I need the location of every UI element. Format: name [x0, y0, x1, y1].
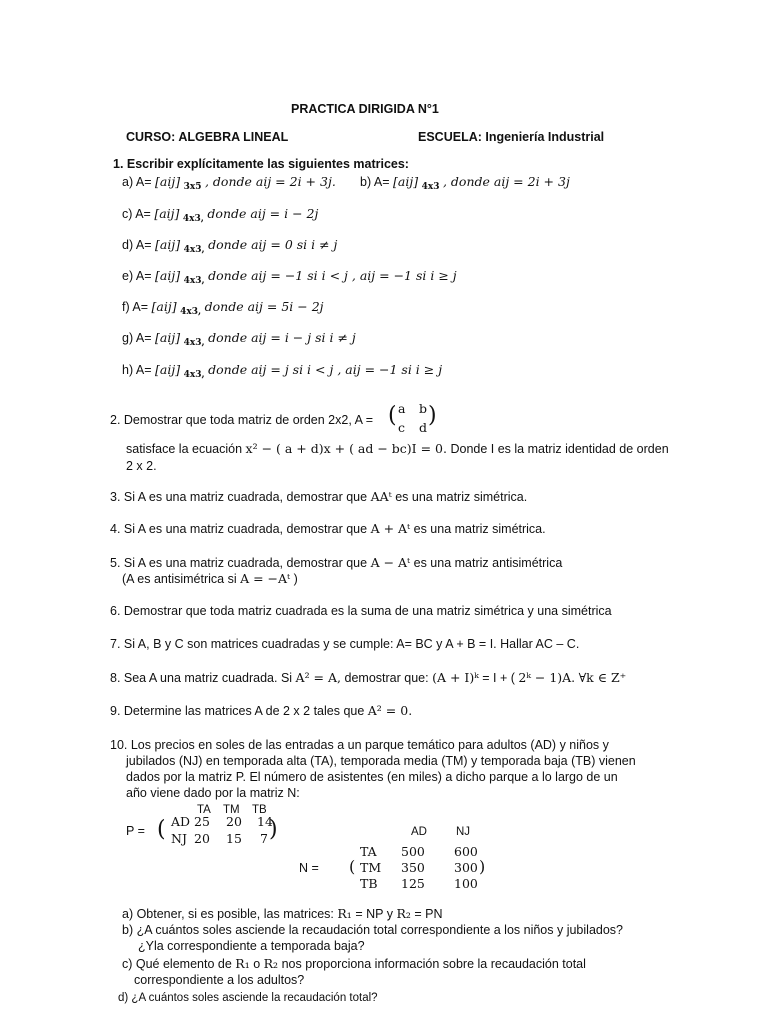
course-label: CURSO: ALGEBRA LINEAL: [126, 130, 289, 144]
problem-3: [110, 489, 527, 505]
condition: , donde aij = 2i + 3j.: [204, 174, 336, 189]
matrix-size: 4x3,: [183, 245, 205, 255]
problem-5-text: 5. Si A es una matriz cuadrada, demostrar que: [110, 556, 368, 570]
item-label: b) A=: [360, 175, 390, 189]
question-10a: [122, 906, 443, 922]
matrix-n-label: N =: [299, 861, 319, 875]
problem-4-text: 4. Si A es una matriz cuadrada, demostrar que: [110, 522, 368, 536]
matrix-size: 4x3,: [180, 307, 202, 317]
problem-10-line2: jubilados (NJ) en temporada alta (TA), temporada media (TM) y temporada baja (TB) vienen: [126, 754, 636, 768]
n-cell: 350: [401, 860, 425, 875]
condition: donde aij = i − 2j: [207, 206, 319, 221]
problem-4: [110, 521, 546, 537]
matrix-notation: [aij]: [155, 268, 181, 283]
question-10c-line2: correspondiente a los adultos?: [134, 973, 305, 987]
n-col-header: AD: [411, 826, 427, 838]
matrix-notation: [aij]: [151, 299, 177, 314]
matrix-size: 4x3,: [183, 338, 205, 348]
r1-symbol: R₁: [337, 906, 352, 921]
matrix-size: 3x5: [183, 182, 202, 192]
condition: donde aij = −1 si i < j , aij = −1 si i ≥ j: [208, 268, 457, 283]
problem-10-line1: 10. Los precios en soles de las entradas a un parque temático para adultos (AD) y niños y: [110, 738, 609, 752]
item-label: f) A=: [122, 300, 149, 314]
matrix-p-left-paren: (: [157, 817, 166, 842]
problem-1h: [122, 362, 442, 383]
item-label: a) A=: [122, 175, 152, 189]
p-col-header: TB: [252, 804, 267, 816]
problem-1a: [122, 174, 336, 195]
problem-1d: [122, 237, 337, 258]
p-row-name: NJ: [171, 831, 187, 846]
problem-8-equation-1: A² = A,: [295, 670, 342, 685]
n-cell: 600: [454, 844, 478, 859]
matrix-size: 4x3,: [183, 370, 205, 380]
p-cell: 20: [226, 814, 242, 829]
matrix-entry-a: a: [398, 401, 406, 416]
item-label: h) A=: [122, 363, 152, 377]
question-10b-line2: ¿Yla correspondiente a temporada baja?: [138, 939, 365, 953]
n-row-name: TM: [360, 860, 382, 875]
page-title: PRACTICA DIRIGIDA N°1: [291, 102, 439, 116]
p-col-header: TM: [223, 804, 240, 816]
matrix-notation: [aij]: [155, 237, 181, 252]
question-10a-text: a) Obtener, si es posible, las matrices:: [122, 907, 334, 921]
n-row-name: TA: [360, 844, 377, 859]
problem-5-note-end: ): [293, 572, 298, 586]
p-cell: 15: [226, 831, 242, 846]
matrix-notation: [aij]: [155, 174, 181, 189]
problem-5: [110, 555, 562, 571]
n-cell: 300: [454, 860, 478, 875]
matrix-n-right-paren: ): [479, 857, 486, 876]
problem-3-equation: AAᵗ: [370, 489, 392, 504]
p-cell: 7: [260, 831, 268, 846]
problem-9-text: 9. Determine las matrices A de 2 x 2 tales que: [110, 704, 365, 718]
question-10c-end: nos proporciona información sobre la recaudación total: [281, 957, 586, 971]
condition: donde aij = j si i < j , aij = −1 si i ≥ j: [208, 362, 443, 377]
problem-6: 6. Demostrar que toda matriz cuadrada es la suma de una matriz simétrica y una simétrica: [110, 604, 612, 618]
r2-symbol: R₂: [396, 906, 411, 921]
question-10b-line1: b) ¿A cuántos soles asciende la recaudación total correspondiente a los niños y jubilados?: [122, 923, 624, 937]
n-col-header: NJ: [456, 826, 471, 838]
problem-2-line2: [126, 441, 669, 457]
matrix-size: 4x3: [421, 182, 440, 192]
problem-8: [110, 670, 626, 686]
n-cell: 100: [454, 876, 478, 891]
p-cell: 14: [257, 814, 273, 829]
problem-2-line1: 2. Demostrar que toda matriz de orden 2x2, A =: [110, 413, 373, 427]
problem-4-text-end: es una matriz simétrica.: [413, 522, 546, 536]
n-cell: 500: [401, 844, 425, 859]
p-col-header: TA: [197, 804, 211, 816]
matrix-p-label: P =: [126, 824, 145, 838]
problem-8-text-mid2: = I + (: [482, 671, 515, 685]
problem-2-line3: 2 x 2.: [126, 459, 157, 473]
problem-1c: [122, 206, 318, 227]
matrix-right-paren: ): [428, 403, 437, 428]
problem-10-line4: año viene dado por la matriz N:: [126, 786, 300, 800]
n-row-name: TB: [360, 876, 378, 891]
item-label: d) A=: [122, 238, 152, 252]
problem-7: 7. Si A, B y C son matrices cuadradas y se cumple: A= BC y A + B = I. Hallar AC – C.: [110, 637, 580, 651]
problem-1e: [122, 268, 457, 289]
problem-5-equation: A − Aᵗ: [370, 555, 411, 570]
problem-8-text: 8. Sea A una matriz cuadrada. Si: [110, 671, 293, 685]
problem-1g: [122, 330, 356, 351]
question-10a-end: = PN: [414, 907, 443, 921]
condition: donde aij = i − j si i ≠ j: [208, 330, 356, 345]
matrix-p-right-paren: ): [269, 817, 278, 842]
problem-3-text-end: es una matriz simétrica.: [395, 490, 528, 504]
equation: x² − ( a + d)x + ( ad − bc)I = 0.: [245, 441, 447, 456]
matrix-size: 4x3,: [183, 276, 205, 286]
problem-9-equation: A² = 0.: [367, 703, 413, 718]
matrix-entry-d: d: [419, 420, 428, 435]
problem-5-text-end: es una matriz antisimétrica: [413, 556, 563, 570]
problem-1-stem: 1. Escribir explícitamente las siguientes matrices:: [113, 157, 409, 171]
matrix-notation: [aij]: [154, 206, 180, 221]
matrix-notation: [aij]: [393, 174, 419, 189]
equation-intro: satisface la ecuación: [126, 442, 243, 456]
school-label: ESCUELA: Ingeniería Industrial: [418, 130, 605, 144]
problem-8-text-mid: demostrar que:: [344, 671, 429, 685]
problem-9: [110, 703, 412, 719]
problem-8-equation-2: (A + I)ᵏ: [432, 670, 479, 685]
problem-5-note: (A es antisimétrica si: [122, 572, 237, 586]
matrix-entry-b: b: [419, 401, 428, 416]
matrix-notation: [aij]: [155, 330, 181, 345]
matrix-notation: [aij]: [155, 362, 181, 377]
problem-8-equation-4: ∀k ∈ Z⁺: [578, 670, 627, 685]
question-10c-or: o: [253, 957, 261, 971]
item-label: c) A=: [122, 207, 151, 221]
condition: , donde aij = 2i + 3j: [442, 174, 570, 189]
problem-1b: [360, 174, 570, 195]
r2-symbol: R₂: [263, 956, 279, 971]
problem-4-equation: A + Aᵗ: [370, 521, 411, 536]
p-cell: 20: [194, 831, 210, 846]
question-10d: d) ¿A cuántos soles asciende la recaudación total?: [118, 992, 378, 1004]
p-cell: 25: [194, 814, 210, 829]
p-row-name: AD: [171, 814, 191, 829]
n-cell: 125: [401, 876, 425, 891]
matrix-left-paren: (: [388, 403, 397, 428]
condition: donde aij = 5i − 2j: [204, 299, 324, 314]
item-label: g) A=: [122, 331, 152, 345]
item-label: e) A=: [122, 269, 152, 283]
problem-1f: [122, 299, 324, 320]
r1-symbol: R₁: [235, 956, 250, 971]
problem-5-line2: [122, 571, 298, 587]
problem-5-note-equation: A = −Aᵗ: [240, 571, 291, 586]
matrix-entry-c: c: [398, 420, 406, 435]
equation-note: Donde I es la matriz identidad de orden: [450, 442, 669, 456]
problem-8-equation-3: 2ᵏ − 1)A.: [518, 670, 576, 685]
problem-10-line3: dados por la matriz P. El número de asistentes (en miles) a dicho parque a lo largo de un: [126, 770, 618, 784]
question-10a-mid: = NP y: [355, 907, 393, 921]
question-10c-line1: [122, 956, 586, 972]
matrix-n-left-paren: (: [349, 857, 356, 876]
matrix-size: 4x3,: [182, 214, 204, 224]
condition: donde aij = 0 si i ≠ j: [208, 237, 338, 252]
problem-3-text: 3. Si A es una matriz cuadrada, demostrar que: [110, 490, 368, 504]
question-10c-text: c) Qué elemento de: [122, 957, 232, 971]
